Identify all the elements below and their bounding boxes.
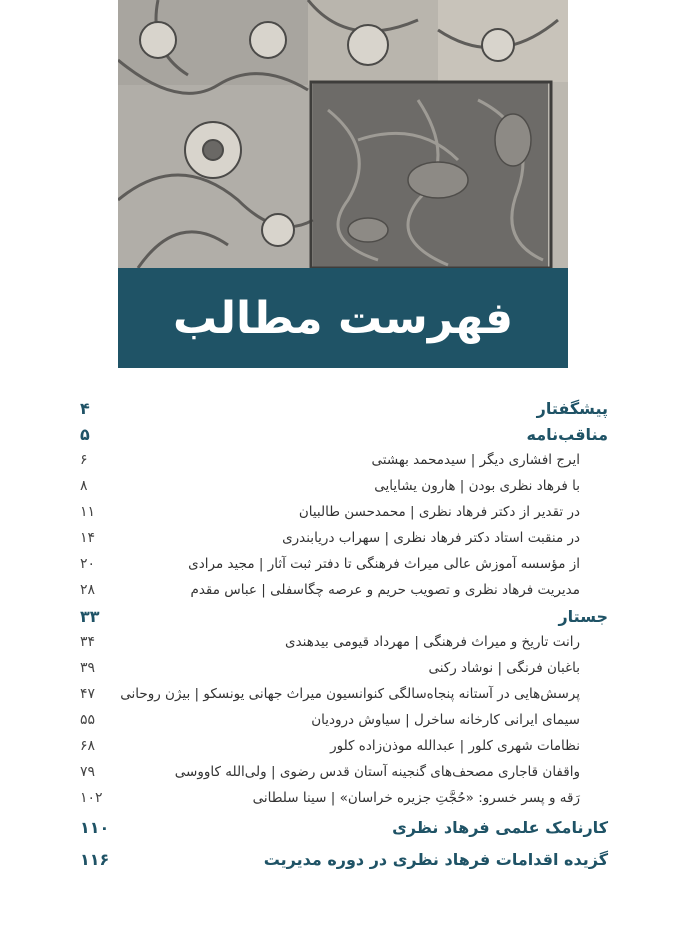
toc-entry[interactable]: [80, 707, 608, 733]
toc-entry[interactable]: [80, 395, 608, 421]
toc-entry[interactable]: [80, 759, 608, 785]
toc-entry-page: ۱۴: [80, 530, 96, 546]
toc-entry-page: ۶: [80, 452, 88, 468]
toc-entry[interactable]: [80, 447, 608, 473]
toc-entry-page: ۴: [80, 398, 90, 418]
toc-entry-title: باغبان فرنگی | نوشاد رکنی: [428, 660, 580, 676]
toc-entry-title: مناقب‌نامه: [526, 424, 608, 444]
title-banner: [118, 268, 568, 368]
toc-entry-title: رانت تاریخ و میراث فرهنگی | مهرداد قیومی بیدهندی: [285, 634, 580, 650]
toc-entry-title: با فرهاد نظری بودن | هارون یشایایی: [374, 478, 580, 494]
toc-entry-title: مدیریت فرهاد نظری و تصویب حریم و عرصه چگاسفلی | عباس مقدم: [190, 582, 580, 598]
toc-entry-page: ۷۹: [80, 764, 96, 780]
toc-entry[interactable]: [80, 629, 608, 655]
toc-entry-title: کارنامک علمی فرهاد نظری: [392, 817, 608, 837]
toc-entry-page: ۴۷: [80, 686, 96, 702]
toc-entry-title: جستار: [558, 606, 608, 626]
toc-entry-title: گزیده اقدامات فرهاد نظری در دوره مدیریت: [263, 849, 608, 869]
table-of-contents: [80, 395, 608, 875]
toc-entry-page: ۳۳: [80, 606, 100, 626]
toc-entry-title: در منقبت استاد دکتر فرهاد نظری | سهراب دریابندری: [282, 530, 580, 546]
toc-entry-page: ۶۸: [80, 738, 96, 754]
toc-entry-page: ۳۹: [80, 660, 96, 676]
toc-entry-page: ۵: [80, 424, 90, 444]
toc-entry-title: پیشگفتار: [536, 398, 608, 418]
page-title: فهرست مطالب: [172, 292, 514, 344]
toc-entry-page: ۱۱: [80, 504, 96, 520]
toc-entry-title: رَقه و پسر خسرو: «حُجَّتِ جزیره خراسان» | سینا سلطانی: [252, 790, 580, 806]
toc-entry[interactable]: [80, 499, 608, 525]
toc-entry-page: ۳۴: [80, 634, 96, 650]
toc-entry[interactable]: [80, 551, 608, 577]
toc-entry-page: ۲۸: [80, 582, 96, 598]
toc-entry[interactable]: [80, 473, 608, 499]
toc-entry-title: در تقدیر از دکتر فرهاد نظری | محمدحسن طالبیان: [298, 504, 580, 520]
toc-entry[interactable]: [80, 843, 608, 875]
toc-entry-page: ۲۰: [80, 556, 96, 572]
toc-entry[interactable]: [80, 525, 608, 551]
tile-pattern-image: [118, 0, 568, 268]
toc-entry-page: ۱۱۰: [80, 817, 110, 837]
toc-entry-page: ۱۱۶: [80, 849, 110, 869]
toc-entry-title: واقفان قاجاری مصحف‌های گنجینه آستان قدس رضوی | ولی‌الله کاووسی: [174, 764, 580, 780]
toc-entry[interactable]: [80, 603, 608, 629]
toc-entry[interactable]: [80, 785, 608, 811]
toc-entry[interactable]: [80, 681, 608, 707]
toc-entry-page: ۱۰۲: [80, 790, 103, 806]
toc-entry-page: ۵۵: [80, 712, 96, 728]
toc-entry[interactable]: [80, 733, 608, 759]
toc-entry-title: پرسش‌هایی در آستانه پنجاه‌سالگی کنوانسیون میراث جهانی یونسکو | بیژن روحانی: [120, 686, 580, 702]
toc-entry-title: ایرج افشاری دیگر | سیدمحمد بهشتی: [371, 452, 580, 468]
toc-entry-page: ۸: [80, 478, 88, 494]
toc-entry[interactable]: [80, 811, 608, 843]
toc-entry-title: نظامات شهری کلور | عبدالله موذن‌زاده کلور: [330, 738, 580, 754]
toc-entry-title: از مؤسسه آموزش عالی میراث فرهنگی تا دفتر ثبت آثار | مجید مرادی: [188, 556, 580, 572]
toc-entry[interactable]: [80, 421, 608, 447]
toc-entry-title: سیمای ایرانی کارخانه ساخرل | سیاوش درودیان: [311, 712, 580, 728]
toc-entry[interactable]: [80, 577, 608, 603]
toc-entry[interactable]: [80, 655, 608, 681]
